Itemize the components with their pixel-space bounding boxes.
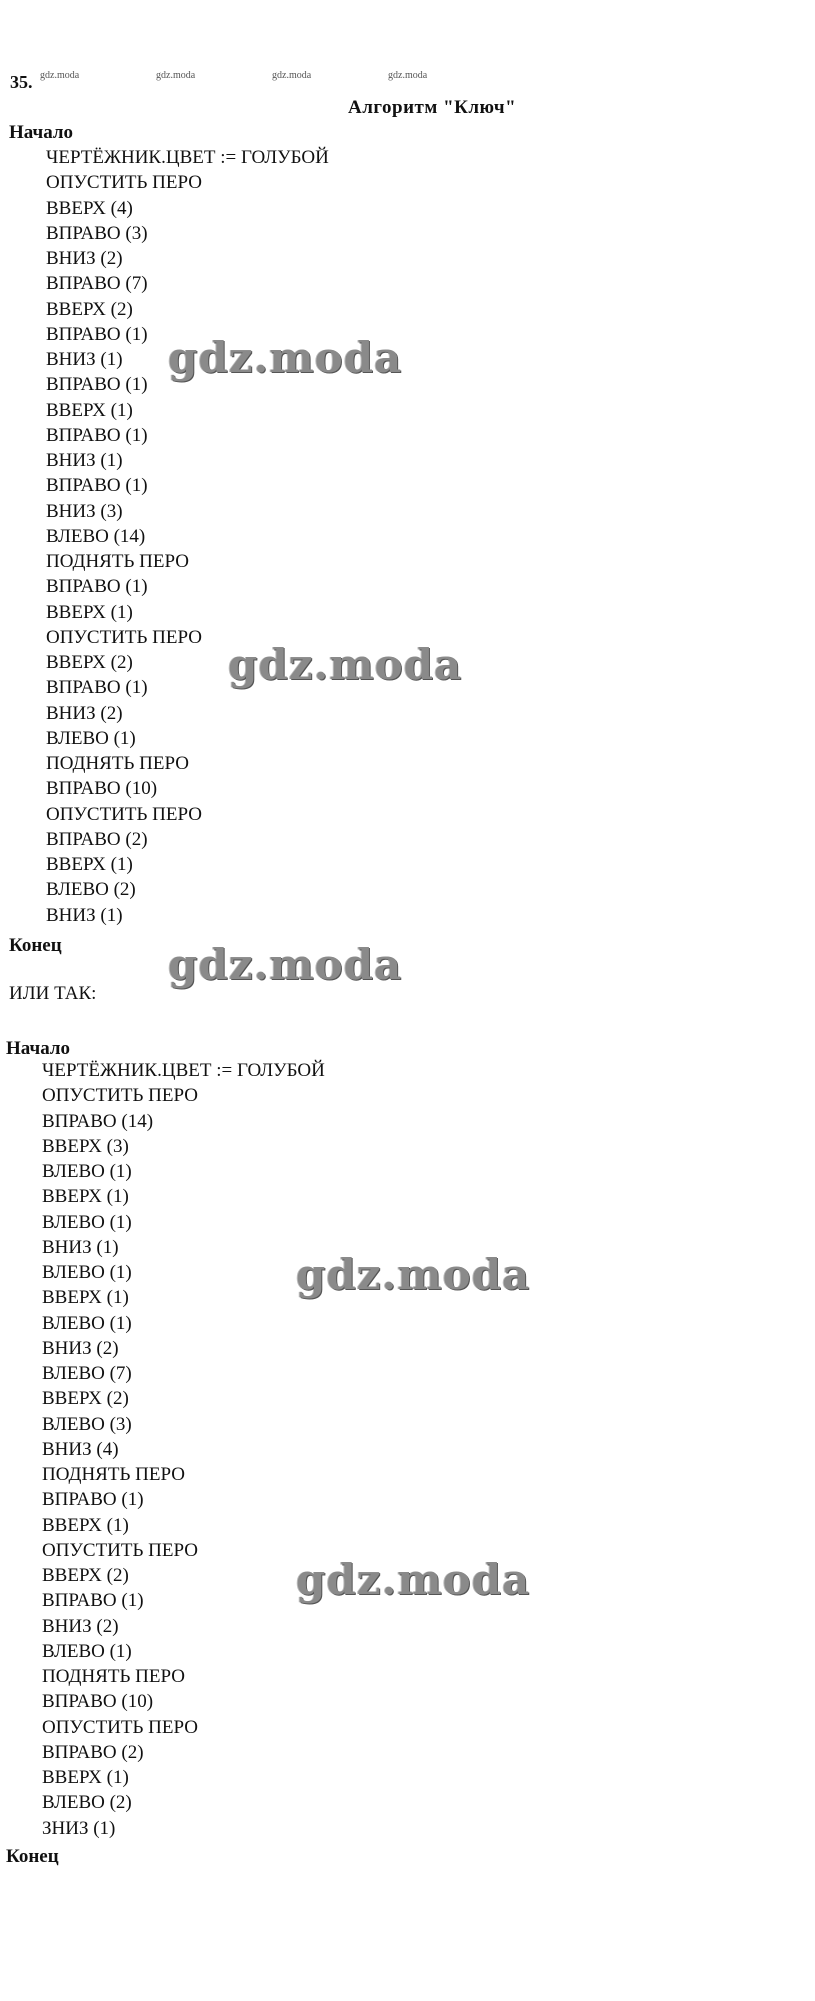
command-line: ВВЕРХ (1) <box>46 399 133 421</box>
command-line: ВНИЗ (1) <box>42 1236 119 1258</box>
command-line: ПОДНЯТЬ ПЕРО <box>46 753 189 774</box>
small-watermark: gdz.moda <box>272 70 312 81</box>
command-line: ВПРАВО (10) <box>46 778 158 800</box>
command-line: ОПУСТИТЬ ПЕРО <box>46 626 203 648</box>
command-line: ПОДНЯТЬ ПЕРО <box>42 1666 185 1687</box>
command-line: ВПРАВО (1) <box>46 323 148 345</box>
task-number: 35. <box>10 72 33 92</box>
command-line: ВНИЗ (1) <box>46 349 123 370</box>
command-line: ВПРАВО (1) <box>46 576 148 598</box>
command-line: ВЛЕВО (1) <box>42 1312 132 1334</box>
command-line: ВПРАВО (1) <box>46 677 148 699</box>
command-line: ВНИЗ (1) <box>46 904 123 926</box>
command-line: ВВЕРХ (3) <box>42 1135 129 1157</box>
command-line: ВЛЕВО (1) <box>42 1161 132 1182</box>
command-line: ВВЕРХ (2) <box>46 298 133 320</box>
watermark: gdz.moda <box>296 1555 531 1604</box>
watermark: gdz.moda <box>296 1250 531 1299</box>
command-line: ВНИЗ (3) <box>46 500 123 522</box>
command-line: ЗНИЗ (1) <box>42 1817 116 1839</box>
command-line: ВПРАВО (2) <box>46 828 148 850</box>
command-line: ВЛЕВО (2) <box>46 879 136 901</box>
start-label: Начало <box>9 122 74 143</box>
command-line: ВЛЕВО (14) <box>46 525 146 547</box>
command-line: ОПУСТИТЬ ПЕРО <box>42 1716 199 1738</box>
command-line: ВВЕРХ (1) <box>46 601 133 623</box>
command-line: ВПРАВО (1) <box>46 424 148 446</box>
watermark: gdz.moda <box>168 940 403 989</box>
command-line: ВНИЗ (2) <box>46 702 123 724</box>
command-line: ПОДНЯТЬ ПЕРО <box>46 551 189 572</box>
small-watermark: gdz.moda <box>156 70 196 81</box>
end-label: Конец <box>9 935 62 956</box>
command-line: ВНИЗ (4) <box>42 1438 119 1460</box>
command-line: ВПРАВО (7) <box>46 273 148 295</box>
command-line: ВЛЕВО (3) <box>42 1413 132 1435</box>
command-line: ПОДНЯТЬ ПЕРО <box>42 1464 185 1485</box>
command-line: ЧЕРТЁЖНИК.ЦВЕТ := ГОЛУБОЙ <box>46 147 329 168</box>
command-line: ВПРАВО (1) <box>46 475 148 497</box>
command-line: ВПРАВО (1) <box>42 1590 144 1612</box>
start-label: Начало <box>6 1038 71 1059</box>
command-line: ВЛЕВО (1) <box>42 1211 132 1233</box>
command-line: ОПУСТИТЬ ПЕРО <box>42 1539 199 1561</box>
command-line: ВВЕРХ (1) <box>46 854 133 875</box>
command-line: ОПУСТИТЬ ПЕРО <box>42 1085 199 1107</box>
command-line: ВЛЕВО (2) <box>42 1792 132 1814</box>
command-line: ОПУСТИТЬ ПЕРО <box>46 803 203 825</box>
command-line: ВПРАВО (2) <box>42 1741 144 1763</box>
command-line: ВВЕРХ (1) <box>42 1514 129 1536</box>
command-line: ВЛЕВО (1) <box>42 1262 132 1283</box>
command-line: ВПРАВО (1) <box>46 374 148 396</box>
command-line: ВВЕРХ (2) <box>42 1565 129 1586</box>
command-line: ВНИЗ (2) <box>46 248 123 269</box>
command-line: ВНИЗ (2) <box>42 1337 119 1359</box>
command-line: ЧЕРТЁЖНИК.ЦВЕТ := ГОЛУБОЙ <box>42 1060 325 1081</box>
command-line: ВНИЗ (2) <box>42 1615 119 1637</box>
watermark: gdz.moda <box>168 333 403 382</box>
command-line: ВВЕРХ (4) <box>46 197 133 219</box>
command-line: ВВЕРХ (1) <box>42 1287 129 1309</box>
command-line: ВВЕРХ (1) <box>42 1767 129 1788</box>
command-line: ВЛЕВО (7) <box>42 1363 132 1384</box>
command-line: ОПУСТИТЬ ПЕРО <box>46 172 203 194</box>
command-line: ВПРАВО (1) <box>42 1489 144 1511</box>
small-watermark: gdz.moda <box>40 70 80 81</box>
command-line: ВПРАВО (14) <box>42 1110 154 1132</box>
command-line: ВВЕРХ (1) <box>42 1186 129 1208</box>
small-watermark: gdz.moda <box>388 70 428 81</box>
watermark: gdz.moda <box>228 640 463 689</box>
page-title: Алгоритм "Ключ" <box>348 97 517 118</box>
alternative-label: ИЛИ ТАК: <box>9 983 97 1004</box>
end-label: Конец <box>6 1846 59 1867</box>
command-line: ВПРАВО (3) <box>46 222 148 244</box>
command-line: ВВЕРХ (2) <box>46 652 133 673</box>
command-line: ВЛЕВО (1) <box>42 1640 132 1662</box>
command-line: ВПРАВО (10) <box>42 1691 154 1713</box>
command-line: ВНИЗ (1) <box>46 450 123 471</box>
command-line: ВВЕРХ (2) <box>42 1388 129 1410</box>
command-line: ВЛЕВО (1) <box>46 727 136 749</box>
